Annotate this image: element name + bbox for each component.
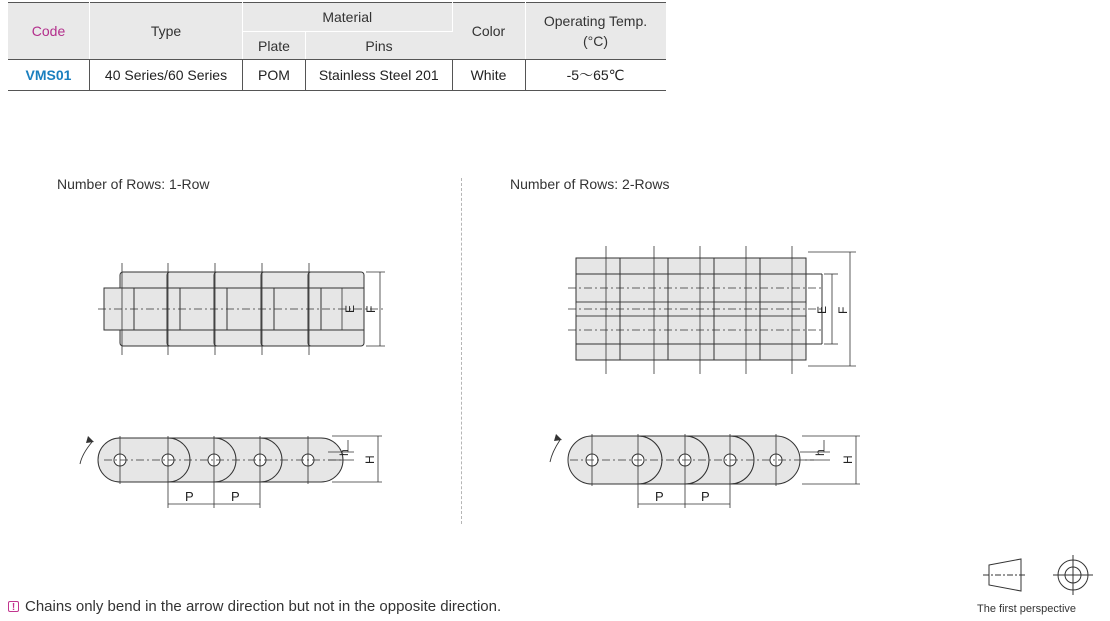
spec-table xyxy=(8,2,666,91)
header-pins: Pins xyxy=(306,32,453,60)
dim-label-h-small-2row: h xyxy=(813,449,827,456)
dim-label-h-large: H xyxy=(363,455,377,464)
one-row-side-view xyxy=(72,412,392,512)
dim-label-f: F xyxy=(364,305,378,313)
dim-label-p-2: P xyxy=(231,489,240,504)
bending-note xyxy=(8,598,501,615)
dim-label-f-2row: F xyxy=(836,306,850,314)
dim-label-e: E xyxy=(343,304,357,313)
table-row xyxy=(8,60,666,91)
one-row-top-view xyxy=(90,255,400,365)
dim-label-p-4: P xyxy=(701,489,710,504)
cell-color: White xyxy=(452,60,525,91)
header-temp-line1: Operating Temp. xyxy=(543,13,648,29)
cell-plate: POM xyxy=(243,60,306,91)
cell-temp: -5～65℃ xyxy=(525,60,666,91)
cell-pins: Stainless Steel 201 xyxy=(306,60,453,91)
cell-code: VMS01 xyxy=(8,60,90,91)
perspective-label: The first perspective xyxy=(977,603,1077,615)
header-plate: Plate xyxy=(243,32,306,60)
header-type: Type xyxy=(90,3,243,60)
header-code: Code xyxy=(8,3,90,60)
header-color: Color xyxy=(452,3,525,60)
dim-label-h-small: h xyxy=(337,449,351,456)
header-material: Material xyxy=(243,3,453,32)
two-rows-top-view xyxy=(560,240,870,380)
dim-label-h-large-2row: H xyxy=(841,455,855,464)
header-operating-temp xyxy=(525,3,666,60)
cell-type: 40 Series/60 Series xyxy=(90,60,243,91)
caption-2-rows: Number of Rows: 2-Rows xyxy=(510,176,670,192)
caption-1-row: Number of Rows: 1-Row xyxy=(57,176,210,192)
dim-label-p-1: P xyxy=(185,489,194,504)
first-angle-projection-icon xyxy=(975,553,1107,603)
dim-label-e-2row: E xyxy=(815,305,829,314)
dim-label-p-3: P xyxy=(655,489,664,504)
exclamation-icon: ! xyxy=(8,601,19,612)
header-temp-line2: (°C) xyxy=(582,33,609,49)
projection-symbol xyxy=(975,553,1107,615)
two-rows-side-view xyxy=(540,412,870,512)
bending-note-text: Chains only bend in the arrow direction but not in the opposite direction. xyxy=(25,598,502,615)
section-divider xyxy=(461,178,462,524)
